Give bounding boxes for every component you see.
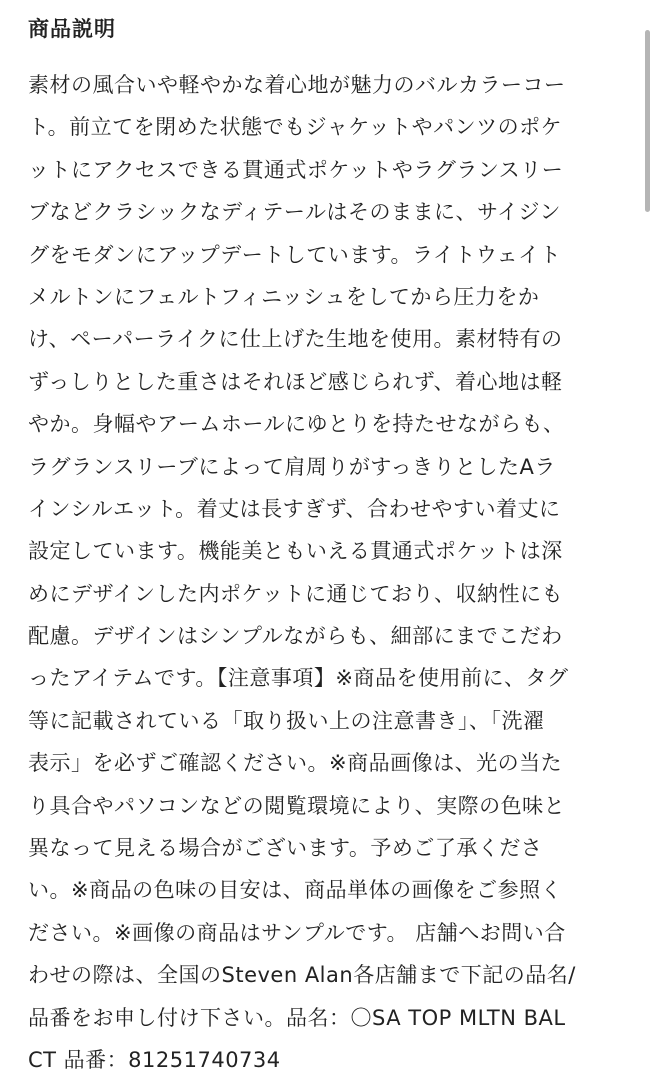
description-line: ラグランスリーブによって肩周りがすっきりとしたAラ <box>28 454 556 479</box>
description-line: CT 品番：81251740734 <box>28 1047 281 1072</box>
scrollbar-thumb[interactable] <box>645 30 650 212</box>
description-line: 異なって見える場合がございます。予めご了承くださ <box>28 836 543 861</box>
description-line: ずっしりとした重さはそれほど感じられず、着心地は軽 <box>28 369 563 394</box>
description-line: 素材の風合いや軽やかな着心地が魅力のバルカラーコー <box>28 73 566 97</box>
description-line: ト。前立てを閉めた状態でもジャケットやパンツのポケ <box>28 115 563 140</box>
description-line: ットにアクセスできる貫通式ポケットやラグランスリー <box>28 157 564 182</box>
description-line: 等に記載されている「取り扱い上の注意書き」、「洗濯 <box>28 708 545 733</box>
description-line: めにデザインした内ポケットに通じており、収納性にも <box>28 581 563 606</box>
scrollbar[interactable] <box>640 0 654 1080</box>
description-line: り具合やパソコンなどの閲覧環境により、実際の色味と <box>28 793 566 818</box>
product-description-text <box>28 64 618 1081</box>
description-line: メルトンにフェルトフィニッシュをしてから圧力をか <box>28 284 540 309</box>
description-line: やか。身幅やアームホールにゆとりを持たせながらも、 <box>28 412 565 437</box>
description-line: 品番をお申し付け下さい。品名：〇SA TOP MLTN BAL <box>28 1005 566 1030</box>
description-line: け、ペーパーライクに仕上げた生地を使用。素材特有の <box>28 327 563 352</box>
description-line: 設定しています。機能美ともいえる貫通式ポケットは深 <box>28 539 563 564</box>
section-title: 商品説明 <box>28 17 116 41</box>
description-line: 表示」を必ずご確認ください。※商品画像は、光の当た <box>28 751 563 776</box>
description-line: わせの際は、全国のSteven Alan各店舗まで下記の品名/ <box>28 963 576 988</box>
description-line: ったアイテムです。【注意事項】※商品を使用前に、タグ <box>28 666 569 691</box>
description-line: インシルエット。着丈は長すぎず、合わせやすい着丈に <box>28 496 561 521</box>
description-line: 配慮。デザインはシンプルながらも、細部にまでこだわ <box>28 624 563 649</box>
description-line: い。※商品の色味の目安は、商品単体の画像をご参照く <box>28 878 563 903</box>
description-line: ブなどクラシックなディテールはそのままに、サイジン <box>28 200 561 225</box>
product-description-section <box>28 14 618 1081</box>
description-line: ださい。※画像の商品はサンプルです。 店舗へお問い合 <box>28 920 566 945</box>
description-line: グをモダンにアップデートしています。ライトウェイト <box>28 242 562 267</box>
